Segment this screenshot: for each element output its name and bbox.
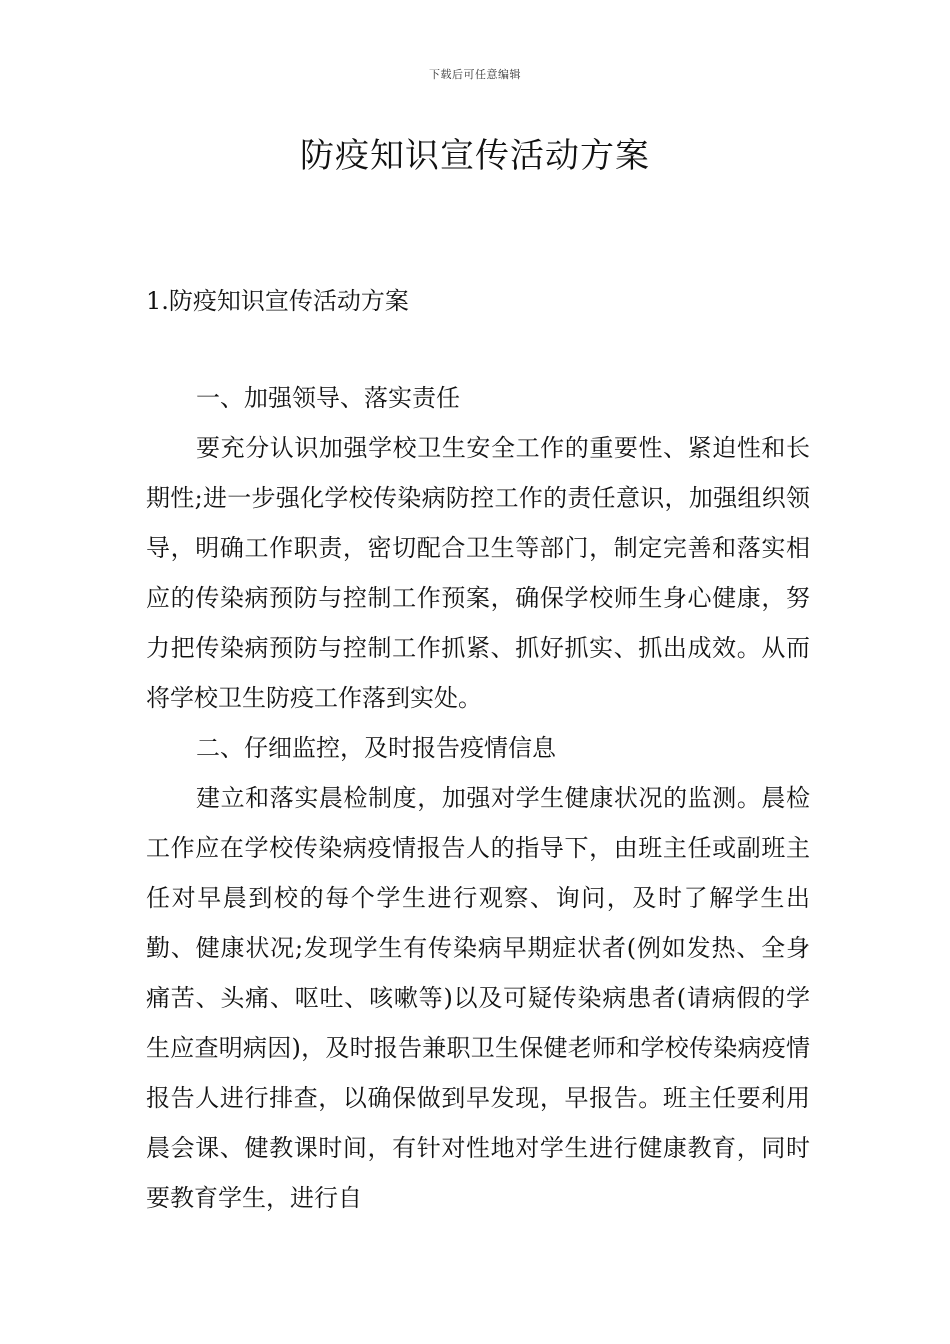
subsection-heading-leadership: 一、加强领导、落实责任: [196, 384, 460, 412]
paragraph-monitoring: 建立和落实晨检制度，加强对学生健康状况的监测。晨检工作应在学校传染病疫情报告人的指导下，由班主任或副班主任对早晨到校的每个学生进行观察、询问，及时了解学生出勤、健康状况;发现学生有传染病早期症状者(例如发热、全身痛苦、头痛、呕吐、咳嗽等)以及可疑传染病患者(请病假的学生应查明病因)，及时报告兼职卫生保健老师和学校传染病疫情报告人进行排查，以确保做到早发现，早报告。班主任要利用晨会课、健教课时间，有针对性地对学生进行健康教育，同时要教育学生，进行自: [146, 784, 810, 1212]
subsection-heading-monitoring: 二、仔细监控，及时报告疫情信息: [196, 734, 556, 762]
document-body: [146, 276, 810, 1223]
header-note: 下载后可任意编辑: [429, 68, 521, 81]
document-title: 防疫知识宣传活动方案: [300, 136, 650, 176]
section-heading: 1.防疫知识宣传活动方案: [146, 287, 409, 315]
paragraph-leadership: 要充分认识加强学校卫生安全工作的重要性、紧迫性和长期性;进一步强化学校传染病防控工作的责任意识，加强组织领导，明确工作职责，密切配合卫生等部门，制定完善和落实相应的传染病预防与控制工作预案，确保学校师生身心健康，努力把传染病预防与控制工作抓紧、抓好抓实、抓出成效。从而将学校卫生防疫工作落到实处。: [146, 434, 810, 712]
